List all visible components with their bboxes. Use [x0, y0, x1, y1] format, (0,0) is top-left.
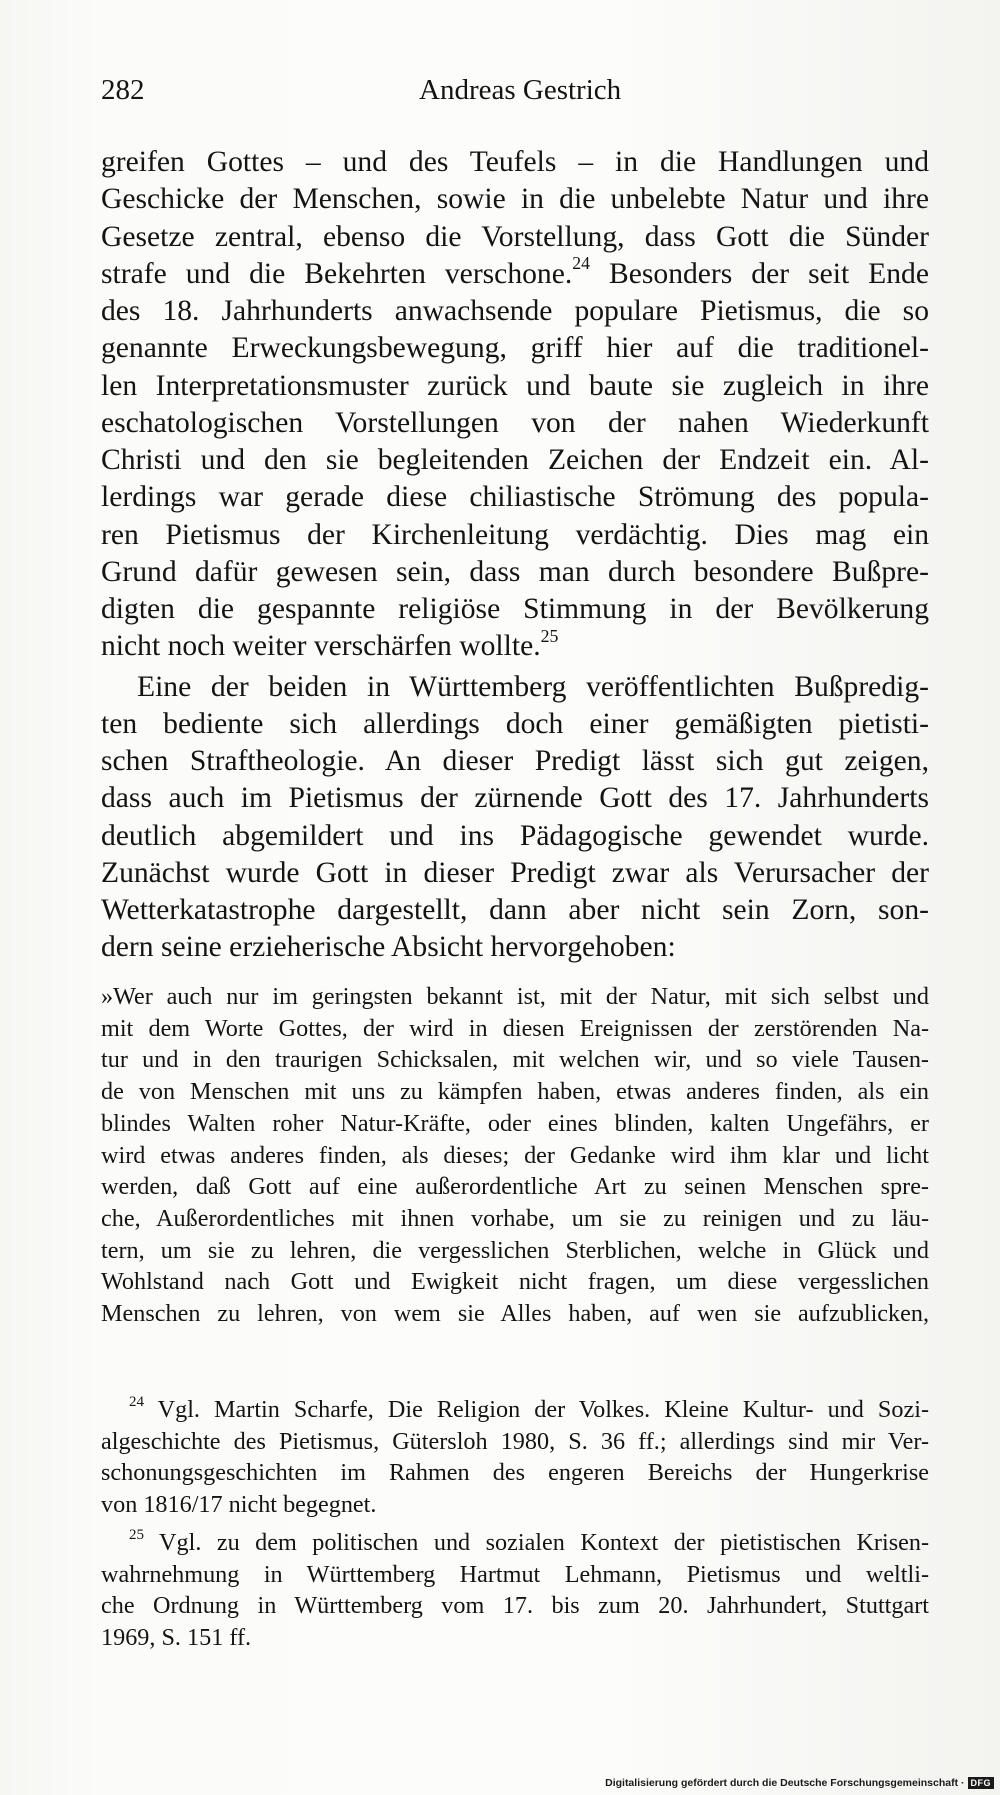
text-segment: Vgl. zu dem politischen und sozialen Kontext der pietistischen Krisen-	[159, 1528, 929, 1556]
text-line: ren Pietismus der Kirchenleitung verdächtig. Dies mag ein	[101, 518, 929, 551]
text-line-with-footnote	[101, 625, 929, 665]
text-line: Geschicke der Menschen, sowie in die unbelebte Natur und ihre	[101, 183, 929, 216]
footnote-line	[101, 1527, 929, 1559]
text-line: ten bediente sich allerdings doch einer gemäßigten pietisti-	[101, 707, 929, 740]
text-line: deutlich abgemildert und ins Pädagogische gewendet wurde.	[101, 819, 929, 852]
footnote-line: algeschichte des Pietismus, Gütersloh 1980, S. 36 ff.; allerdings sind mir Ver-	[101, 1427, 929, 1455]
quote-paragraph	[101, 981, 929, 1330]
paragraph-1	[101, 144, 929, 666]
digitization-credit	[605, 1777, 994, 1789]
text-line: Christi und den sie begleitenden Zeichen der Endzeit ein. Al-	[101, 444, 929, 476]
text-line: Grund dafür gewesen sein, dass man durch besondere Bußpre-	[101, 555, 929, 588]
text-segment: nicht noch weiter verschärfen wollte.	[101, 630, 541, 663]
footnote-line: schonungsgeschichten im Rahmen des engeren Bereichs der Hungerkrise	[101, 1459, 929, 1487]
quote-line: Menschen zu lehren, von wem sie Alles haben, auf wen sie aufzublicken,	[101, 1300, 929, 1328]
footnote-ref-25: 25	[540, 625, 559, 646]
dfg-logo: DFG	[968, 1777, 995, 1789]
quote-line: Wohlstand nach Gott und Ewigkeit nicht fragen, um diese vergesslichen	[101, 1268, 929, 1296]
text-line: Gesetze zentral, ebenso die Vorstellung, dass Gott die Sünder	[101, 220, 929, 253]
page-number: 282	[101, 74, 145, 106]
quote-line: wird etwas anderes finden, als dieses; der Gedanke wird ihm klar und licht	[101, 1141, 929, 1169]
text-line: Eine der beiden in Württemberg veröffentlichten Bußpredig-	[137, 670, 929, 703]
text-segment: Besonders der seit Ende	[590, 257, 929, 290]
text-line: dass auch im Pietismus der zürnende Gott des 17. Jahrhunderts	[101, 782, 929, 815]
footnote-24	[101, 1394, 929, 1521]
text-line: des 18. Jahrhunderts anwachsende populare Pietismus, die so	[101, 295, 929, 327]
text-line: Zunächst wurde Gott in dieser Predigt zwar als Verursacher der	[101, 856, 929, 889]
text-line: Wetterkatastrophe dargestellt, dann aber nicht sein Zorn, son-	[101, 894, 929, 926]
text-line: schen Straftheologie. An dieser Predigt lässt sich gut zeigen,	[101, 745, 929, 777]
text-line-with-footnote	[101, 253, 929, 293]
credit-text: Digitalisierung gefördert durch die Deutsche Forschungsgemeinschaft ·	[605, 1777, 965, 1789]
text-line: len Interpretationsmuster zurück und baute sie zugleich in ihre	[101, 369, 929, 402]
text-line: dern seine erzieherische Absicht hervorgehoben:	[101, 931, 676, 964]
quote-line: »Wer auch nur im geringsten bekannt ist, mit der Natur, mit sich selbst und	[101, 983, 929, 1010]
quote-line: mit dem Worte Gottes, der wird in diesen Ereignissen der zerstörenden Na-	[101, 1014, 929, 1042]
quote-line: de von Menschen mit uns zu kämpfen haben, etwas anderes finden, als ein	[101, 1078, 929, 1106]
footnote-line: wahrnehmung in Württemberg Hartmut Lehmann, Pietismus und weltli-	[101, 1560, 929, 1588]
footnote-mark: 25	[129, 1527, 144, 1544]
footnote-line: von 1816/17 nicht begegnet.	[101, 1491, 377, 1519]
quote-line: che, Außerordentliches mit ihnen vorhabe, um sie zu reinigen und zu läu-	[101, 1204, 929, 1232]
text-segment: strafe und die Bekehrten verschone.	[101, 257, 573, 290]
main-text	[101, 144, 929, 967]
text-line: lerdings war gerade diese chiliastische Strömung des popula-	[101, 481, 929, 514]
quote-line: tur und in den traurigen Schicksalen, mit welchen wir, und so viele Tausen-	[101, 1046, 929, 1074]
footnote-line	[101, 1394, 929, 1426]
text-segment: Vgl. Martin Scharfe, Die Religion der Volkes. Kleine Kultur- und Sozi-	[157, 1396, 929, 1423]
quote-line: blindes Walten roher Natur-Kräfte, oder eines blinden, kalten Ungefährs, er	[101, 1109, 929, 1137]
running-head	[101, 72, 923, 112]
running-head-author: Andreas Gestrich	[419, 74, 622, 106]
footnotes	[101, 1394, 929, 1660]
block-quote	[101, 981, 929, 1330]
footnote-ref-24: 24	[572, 253, 590, 274]
text-line: digten die gespannte religiöse Stimmung in der Bevölkerung	[101, 593, 929, 625]
footnote-mark: 24	[129, 1394, 144, 1411]
quote-line: tern, um sie zu lehren, die vergesslichen Sterblichen, welche in Glück und	[101, 1236, 929, 1264]
text-line: genannte Erweckungsbewegung, griff hier auf die traditionel-	[101, 332, 929, 365]
footnote-line: che Ordnung in Württemberg vom 17. bis zum 20. Jahrhundert, Stuttgart	[101, 1592, 929, 1620]
quote-line: werden, daß Gott auf eine außerordentliche Art zu seinen Menschen spre-	[101, 1173, 929, 1201]
paragraph-2	[101, 669, 929, 967]
text-line: greifen Gottes – und des Teufels – in die Handlungen und	[101, 146, 929, 178]
text-line: eschatologischen Vorstellungen von der nahen Wiederkunft	[101, 406, 929, 439]
footnote-25	[101, 1527, 929, 1654]
footnote-line: 1969, S. 151 ff.	[101, 1623, 252, 1651]
